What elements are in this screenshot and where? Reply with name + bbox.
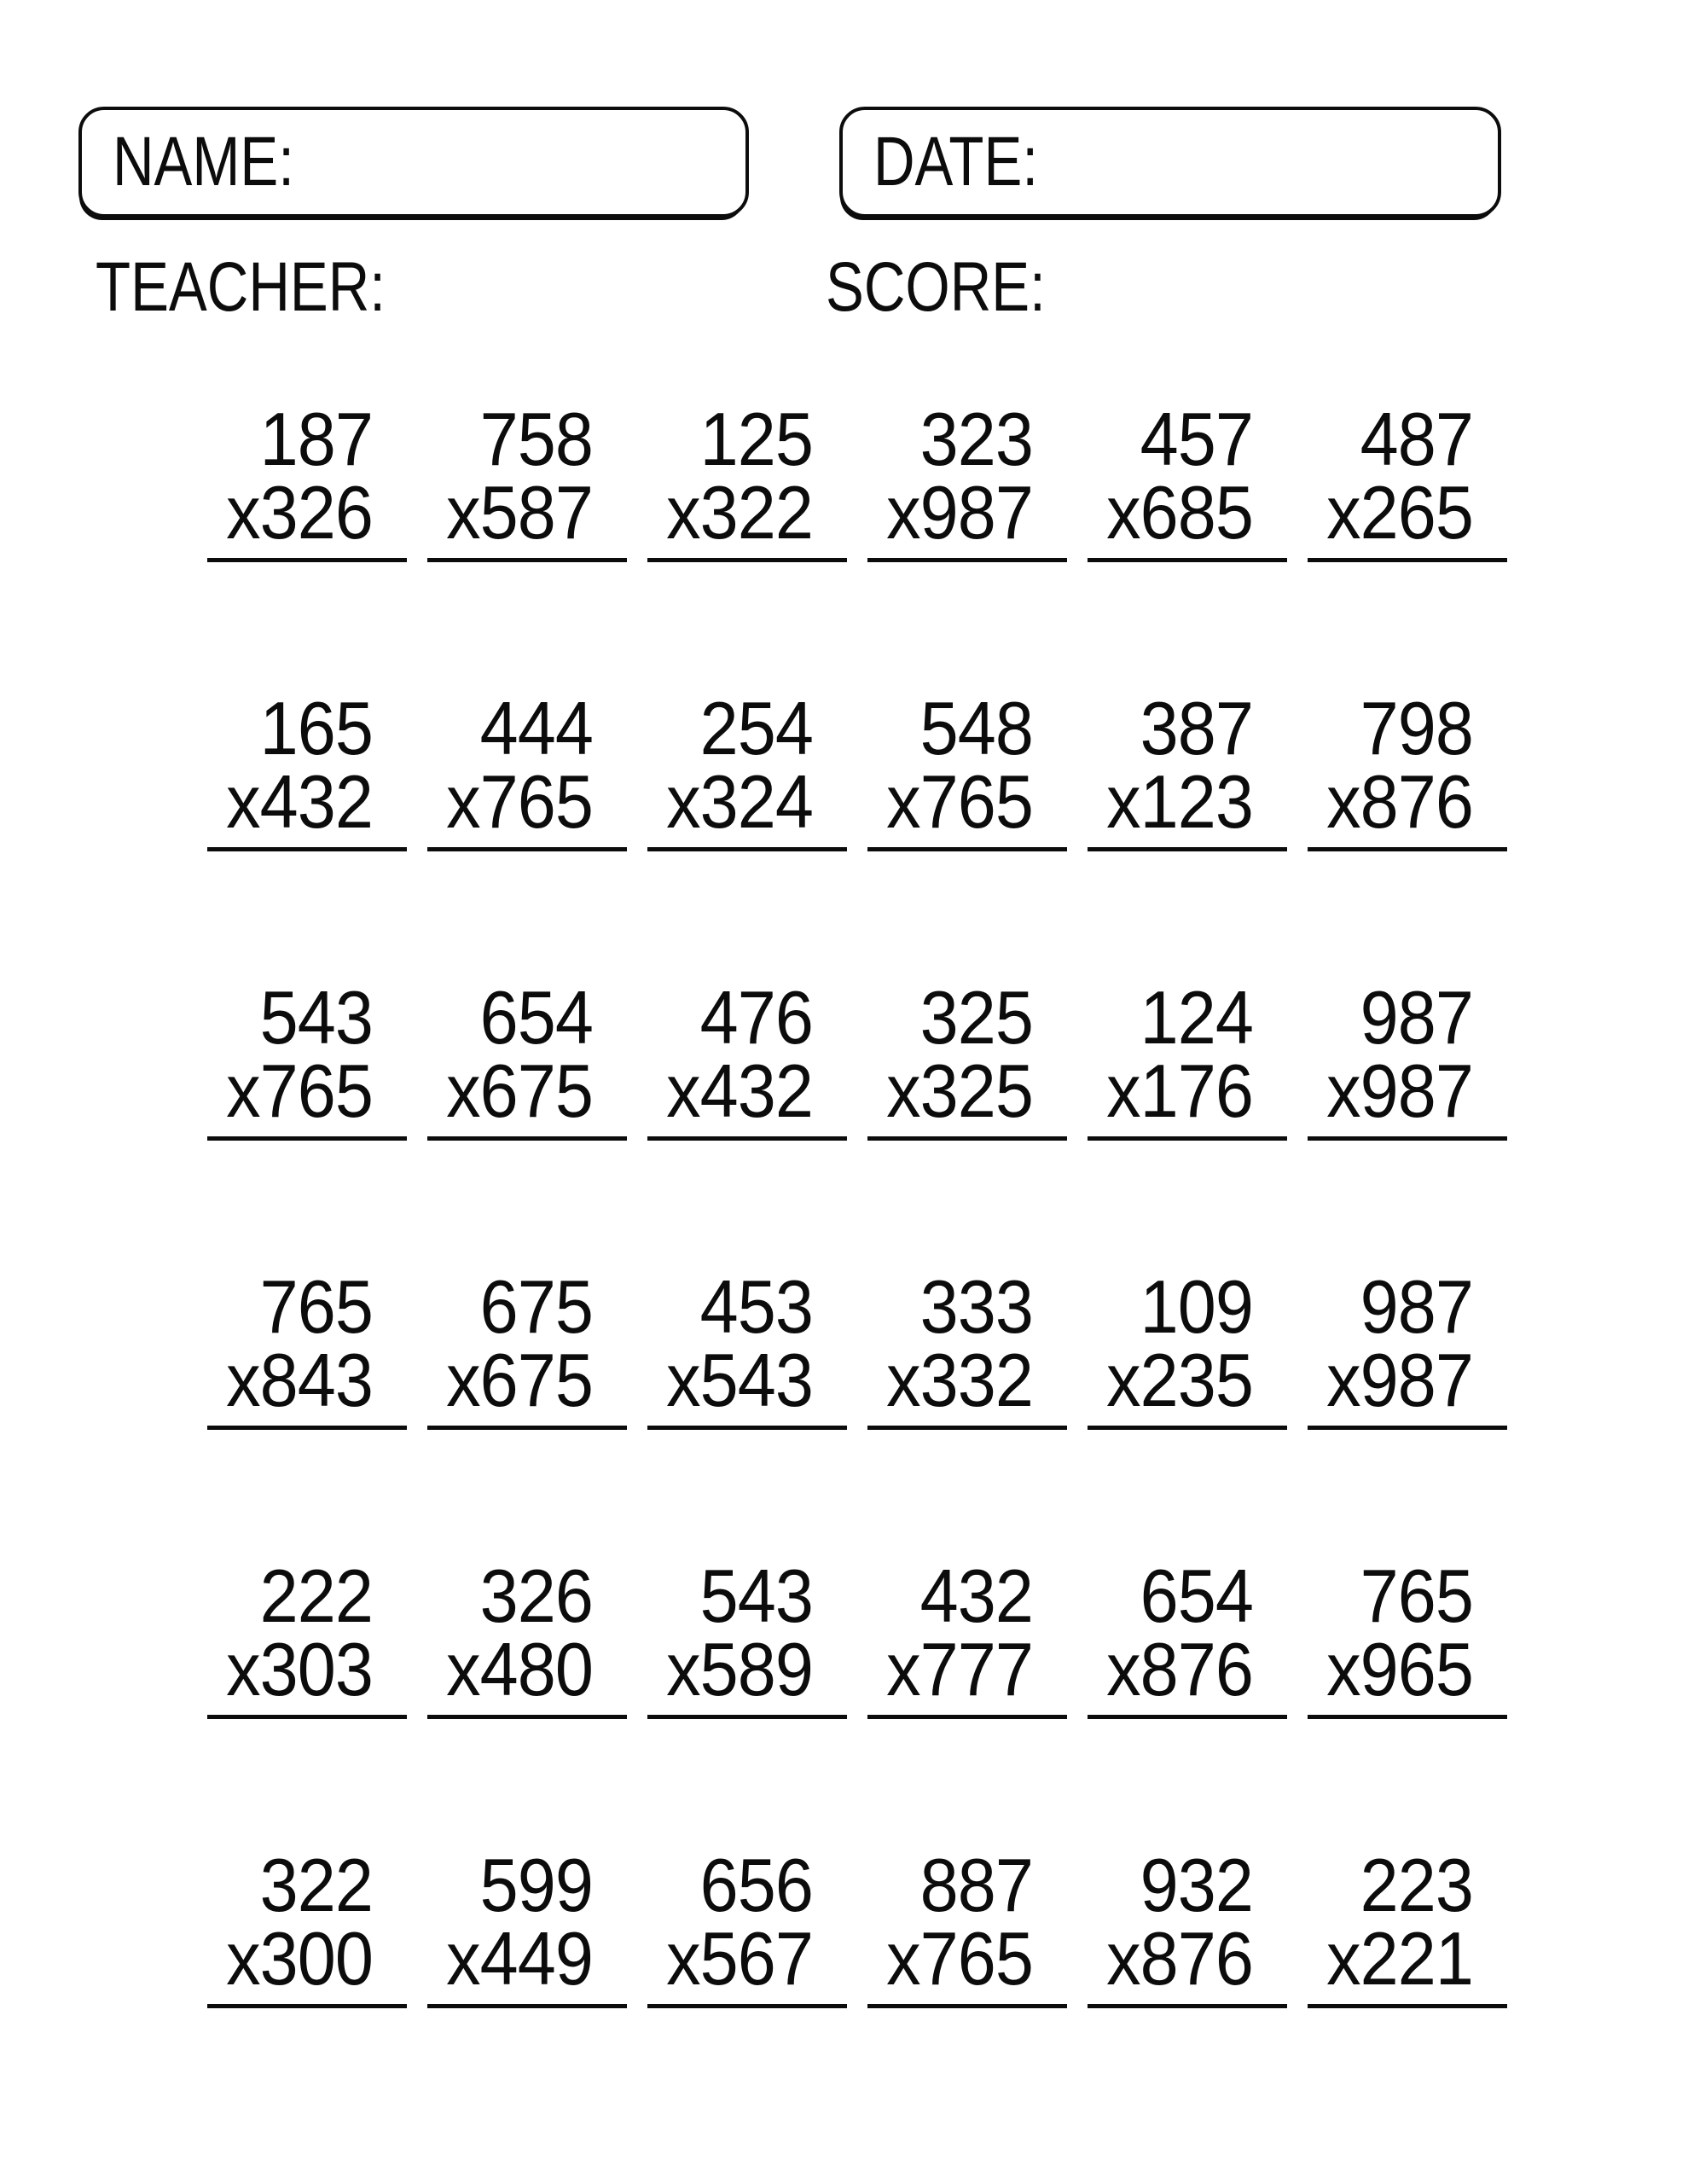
multiply-operator: x [886, 1338, 920, 1422]
problems-row-5 [207, 1554, 1507, 1719]
multiplicand: 457 [1140, 397, 1253, 481]
multiplier-line [1101, 1916, 1253, 2001]
multiply-operator: x [886, 759, 920, 844]
multiplicand: 758 [479, 397, 593, 481]
multiplier-line [441, 470, 593, 555]
multiplicand: 548 [919, 686, 1033, 770]
multiplicand: 325 [919, 975, 1033, 1060]
multiplier-line [881, 1048, 1033, 1133]
problem-cell [867, 1264, 1067, 1430]
multiplicand: 987 [1360, 975, 1473, 1060]
multiplicand: 223 [1360, 1843, 1473, 1927]
multiplicand: 165 [259, 686, 373, 770]
multiplier: 589 [699, 1627, 813, 1711]
multiplier: 765 [919, 759, 1033, 844]
multiplier: 480 [479, 1627, 593, 1711]
problem-cell [647, 975, 847, 1141]
multiplicand: 125 [699, 397, 813, 481]
multiplier-line [661, 1338, 813, 1422]
multiply-operator: x [886, 1048, 920, 1133]
multiply-operator: x [1106, 1916, 1140, 2001]
multiplier: 765 [479, 759, 593, 844]
multiplier-line [1101, 1048, 1253, 1133]
multiplier-line [441, 1627, 593, 1711]
multiplicand: 487 [1360, 397, 1473, 481]
multiply-operator: x [886, 470, 920, 555]
problem-cell [1088, 1554, 1287, 1719]
multiplicand: 599 [479, 1843, 593, 1927]
problems-grid [207, 397, 1507, 2008]
multiplier: 265 [1360, 470, 1473, 555]
multiplicand: 987 [1360, 1264, 1473, 1349]
multiplicand: 654 [479, 975, 593, 1060]
multiplier-line [881, 1338, 1033, 1422]
name-label: NAME: [113, 123, 294, 200]
multiplicand: 124 [1140, 975, 1253, 1060]
multiplier-line [881, 1916, 1033, 2001]
multiplier-line [1101, 1338, 1253, 1422]
problem-cell [647, 1554, 847, 1719]
problems-row-3 [207, 975, 1507, 1141]
problems-row-6 [207, 1843, 1507, 2008]
problem-cell [1308, 1264, 1507, 1430]
problem-cell [867, 1843, 1067, 2008]
problem-cell [867, 397, 1067, 562]
multiply-operator: x [1106, 470, 1140, 555]
multiply-operator: x [446, 1916, 480, 2001]
date-label: DATE: [873, 123, 1039, 200]
multiplier: 543 [699, 1338, 813, 1422]
score-label: SCORE: [826, 248, 1046, 326]
multiplier-line [221, 470, 373, 555]
multiplier-line [441, 759, 593, 844]
multiplier: 675 [479, 1338, 593, 1422]
multiplier: 765 [259, 1048, 373, 1133]
multiplicand: 432 [919, 1554, 1033, 1638]
multiplier-line [661, 1048, 813, 1133]
multiplier-line [441, 1048, 593, 1133]
multiplier: 876 [1140, 1627, 1253, 1711]
problem-cell [1088, 975, 1287, 1141]
multiplicand: 323 [919, 397, 1033, 481]
multiplier: 765 [919, 1916, 1033, 2001]
multiplicand: 543 [699, 1554, 813, 1638]
problem-cell [867, 1554, 1067, 1719]
multiplier: 587 [479, 470, 593, 555]
multiplier-line [1101, 470, 1253, 555]
multiplier: 876 [1140, 1916, 1253, 2001]
multiplicand: 765 [259, 1264, 373, 1349]
multiply-operator: x [886, 1916, 920, 2001]
multiplier: 685 [1140, 470, 1253, 555]
multiply-operator: x [226, 470, 260, 555]
multiplicand: 387 [1140, 686, 1253, 770]
multiplier-line [1321, 1048, 1473, 1133]
multiplier-line [1101, 759, 1253, 844]
multiply-operator: x [1326, 1627, 1360, 1711]
multiply-operator: x [666, 1916, 700, 2001]
multiply-operator: x [666, 1627, 700, 1711]
multiplicand: 254 [699, 686, 813, 770]
multiplicand: 453 [699, 1264, 813, 1349]
multiplier: 432 [259, 759, 373, 844]
multiplier-line [1101, 1627, 1253, 1711]
multiplier-line [441, 1338, 593, 1422]
multiplicand: 798 [1360, 686, 1473, 770]
problem-cell [1308, 397, 1507, 562]
multiply-operator: x [1106, 759, 1140, 844]
multiply-operator: x [446, 470, 480, 555]
multiplier-line [881, 1627, 1033, 1711]
problem-cell [427, 397, 627, 562]
multiply-operator: x [1326, 1048, 1360, 1133]
multiplicand: 656 [699, 1843, 813, 1927]
multiplier: 221 [1360, 1916, 1473, 2001]
date-field-box [839, 107, 1501, 218]
problem-cell [207, 686, 407, 851]
multiplicand: 444 [479, 686, 593, 770]
multiplier: 675 [479, 1048, 593, 1133]
multiply-operator: x [1326, 759, 1360, 844]
multiply-operator: x [226, 1048, 260, 1133]
name-field-box [78, 107, 749, 218]
problem-cell [1308, 1554, 1507, 1719]
problem-cell [207, 397, 407, 562]
multiplicand: 654 [1140, 1554, 1253, 1638]
problems-row-2 [207, 686, 1507, 851]
multiply-operator: x [226, 759, 260, 844]
multiplier: 176 [1140, 1048, 1253, 1133]
multiplier-line [661, 470, 813, 555]
problem-cell [867, 686, 1067, 851]
multiplier: 325 [919, 1048, 1033, 1133]
problem-cell [427, 1264, 627, 1430]
multiplier-line [661, 1627, 813, 1711]
problem-cell [647, 397, 847, 562]
problem-cell [427, 1554, 627, 1719]
multiplicand: 109 [1140, 1264, 1253, 1349]
problem-cell [1088, 1843, 1287, 2008]
multiply-operator: x [446, 759, 480, 844]
problem-cell [1308, 1843, 1507, 2008]
multiply-operator: x [226, 1916, 260, 2001]
multiplicand: 333 [919, 1264, 1033, 1349]
multiply-operator: x [666, 759, 700, 844]
problem-cell [207, 1264, 407, 1430]
multiplier-line [1321, 470, 1473, 555]
multiplicand: 187 [259, 397, 373, 481]
multiplicand: 322 [259, 1843, 373, 1927]
multiplier: 303 [259, 1627, 373, 1711]
multiply-operator: x [446, 1048, 480, 1133]
multiply-operator: x [666, 1048, 700, 1133]
multiply-operator: x [1326, 470, 1360, 555]
multiplier-line [221, 1338, 373, 1422]
multiplier: 987 [919, 470, 1033, 555]
multiply-operator: x [446, 1338, 480, 1422]
multiply-operator: x [226, 1627, 260, 1711]
problem-cell [647, 1264, 847, 1430]
multiplier-line [221, 759, 373, 844]
multiplier: 987 [1360, 1048, 1473, 1133]
multiplier: 567 [699, 1916, 813, 2001]
multiplier-line [1321, 759, 1473, 844]
multiplier-line [1321, 1627, 1473, 1711]
multiplier: 123 [1140, 759, 1253, 844]
multiply-operator: x [666, 470, 700, 555]
multiplier: 324 [699, 759, 813, 844]
multiplier: 987 [1360, 1338, 1473, 1422]
multiplier-line [1321, 1916, 1473, 2001]
multiplicand: 675 [479, 1264, 593, 1349]
problem-cell [1088, 397, 1287, 562]
multiplier: 322 [699, 470, 813, 555]
problem-cell [1088, 1264, 1287, 1430]
multiplier: 432 [699, 1048, 813, 1133]
problem-cell [427, 975, 627, 1141]
problems-row-1 [207, 397, 1507, 562]
problem-cell [1308, 686, 1507, 851]
multiplier: 777 [919, 1627, 1033, 1711]
multiplicand: 543 [259, 975, 373, 1060]
multiplicand: 476 [699, 975, 813, 1060]
multiplier: 235 [1140, 1338, 1253, 1422]
multiplier: 326 [259, 470, 373, 555]
multiplier-line [221, 1048, 373, 1133]
multiply-operator: x [886, 1627, 920, 1711]
multiplier-line [881, 470, 1033, 555]
multiplier-line [661, 1916, 813, 2001]
multiplier-line [1321, 1338, 1473, 1422]
multiply-operator: x [1326, 1916, 1360, 2001]
multiplier: 876 [1360, 759, 1473, 844]
problem-cell [427, 686, 627, 851]
multiplicand: 326 [479, 1554, 593, 1638]
multiplier-line [441, 1916, 593, 2001]
problem-cell [1088, 686, 1287, 851]
multiply-operator: x [666, 1338, 700, 1422]
multiplier-line [881, 759, 1033, 844]
teacher-label: TEACHER: [96, 248, 386, 326]
multiply-operator: x [446, 1627, 480, 1711]
multiplicand: 932 [1140, 1843, 1253, 1927]
multiplier: 965 [1360, 1627, 1473, 1711]
problem-cell [427, 1843, 627, 2008]
multiplier-line [221, 1627, 373, 1711]
multiplicand: 887 [919, 1843, 1033, 1927]
multiplier: 300 [259, 1916, 373, 2001]
multiply-operator: x [1326, 1338, 1360, 1422]
multiplicand: 222 [259, 1554, 373, 1638]
problem-cell [867, 975, 1067, 1141]
problem-cell [1308, 975, 1507, 1141]
multiply-operator: x [1106, 1338, 1140, 1422]
multiplier-line [221, 1916, 373, 2001]
problem-cell [647, 686, 847, 851]
multiplier: 843 [259, 1338, 373, 1422]
problem-cell [207, 975, 407, 1141]
problem-cell [207, 1843, 407, 2008]
multiply-operator: x [1106, 1048, 1140, 1133]
multiplicand: 765 [1360, 1554, 1473, 1638]
problem-cell [647, 1843, 847, 2008]
problem-cell [207, 1554, 407, 1719]
multiplier-line [661, 759, 813, 844]
multiplier: 449 [479, 1916, 593, 2001]
multiply-operator: x [1106, 1627, 1140, 1711]
multiplier: 332 [919, 1338, 1033, 1422]
problems-row-4 [207, 1264, 1507, 1430]
multiply-operator: x [226, 1338, 260, 1422]
